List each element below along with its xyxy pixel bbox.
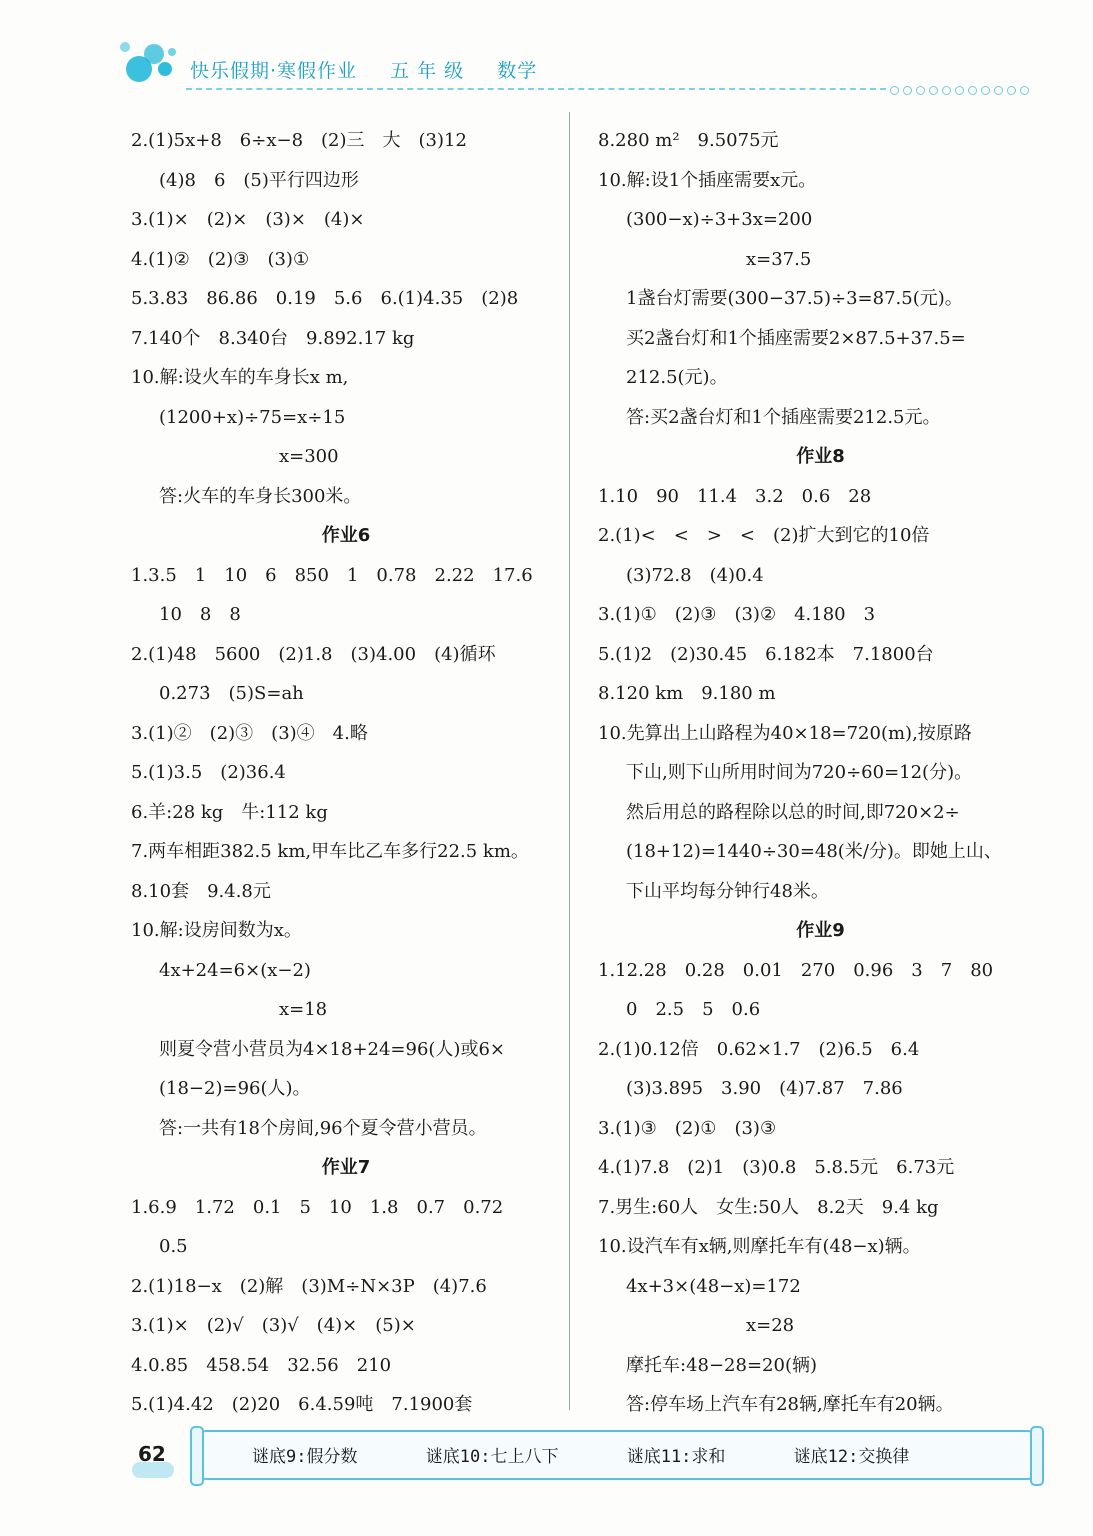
answer-line: 10 8 8	[159, 604, 241, 625]
answer-line: 0 2.5 5 0.6	[626, 999, 761, 1020]
right-answer-column	[598, 121, 1043, 1425]
answer-line: 5.(1)3.5 (2)36.4	[131, 762, 286, 783]
answer-line: 7.140个 8.340台 9.892.17 kg	[131, 327, 415, 349]
answer-line: x=37.5	[746, 248, 812, 270]
riddle-answer: 谜底12:交换律	[793, 1447, 910, 1467]
answer-line: 则夏令营小营员为4×18+24=96(人)或6×	[159, 1038, 505, 1060]
answer-line: (300−x)÷3+3x=200	[626, 209, 813, 230]
answer-line: 4x+3×(48−x)=172	[626, 1275, 801, 1297]
section-heading: 作业7	[321, 1157, 371, 1178]
answer-line: 10.解:设1个插座需要x元。	[598, 169, 817, 191]
answer-line: 答:火车的车身长300米。	[159, 485, 362, 507]
answer-line: x=300	[279, 446, 339, 467]
answer-line: 3.(1)② (2)③ (3)④ 4.略	[131, 722, 368, 744]
answer-line: (3)72.8 (4)0.4	[626, 564, 764, 586]
answer-line: (3)3.895 3.90 (4)7.87 7.86	[626, 1078, 903, 1099]
answer-line: 10.设汽车有x辆,则摩托车有(48−x)辆。	[598, 1236, 921, 1257]
answer-line: 4.(1)② (2)③ (3)①	[131, 248, 310, 270]
answer-line: 1.3.5 1 10 6 850 1 0.78 2.22 17.6	[131, 564, 533, 586]
answer-line: 然后用总的路程除以总的时间,即720×2÷	[626, 801, 960, 823]
riddle-answer: 谜底10:七上八下	[425, 1447, 559, 1467]
section-heading: 作业6	[321, 525, 371, 546]
answer-line: 1.6.9 1.72 0.1 5 10 1.8 0.7 0.72	[131, 1196, 504, 1218]
answer-line: 下山平均每分钟行48米。	[626, 880, 829, 902]
section-heading: 作业8	[796, 446, 845, 467]
answer-line: 0.2̇73̇ (5)S=ah	[159, 683, 304, 704]
book-title: 快乐假期·寒假作业	[190, 60, 358, 82]
answer-line: 摩托车:48−28=20(辆)	[626, 1354, 817, 1376]
answer-line: 买2盏台灯和1个插座需要2×87.5+37.5=	[626, 327, 966, 349]
page-footer	[0, 1418, 1093, 1536]
header-dots-decoration	[890, 80, 1033, 99]
answer-line: 2.(1)48 5600 (2)1.8 (3)4.00 (4)循环	[131, 643, 496, 665]
answer-line: 3.(1)③ (2)① (3)③	[598, 1117, 777, 1139]
riddle-answer: 谜底11:求和	[626, 1447, 726, 1467]
answer-line: 3.(1)× (2)√ (3)√ (4)× (5)×	[131, 1315, 416, 1336]
answer-line: 5.(1)2 (2)30.45 6.182本 7.1800台	[598, 643, 934, 665]
answer-line: 4.(1)7.8 (2)1 (3)0.8 5.8.5元 6.73元	[598, 1157, 955, 1178]
answer-line: 8.120 km 9.180 m	[598, 683, 776, 704]
column-divider	[569, 112, 570, 1410]
answer-line: x=28	[746, 1315, 795, 1336]
page-number: 62	[138, 1442, 166, 1466]
answer-line: 10.解:设房间数为x。	[131, 920, 302, 941]
answer-line: (18+12)=1440÷30=48(米/分)。即她上山、	[626, 841, 1002, 862]
answer-line: 1盏台灯需要(300−37.5)÷3=87.5(元)。	[626, 288, 963, 309]
answer-line: 1.10 90 11.4 3.2 0.6 28	[598, 485, 872, 507]
answer-line: 10.解:设火车的车身长x m,	[131, 367, 349, 388]
answer-line: 3.(1)① (2)③ (3)② 4.180 3	[598, 604, 876, 625]
answer-line: 2.(1)< < > < (2)扩大到它的10倍	[598, 525, 930, 546]
answer-line: x=18	[279, 999, 328, 1020]
answer-line: 5.(1)4.42 (2)20 6.4.59吨 7.1900套	[131, 1394, 473, 1415]
grade-label: 五 年 级	[390, 60, 465, 82]
page-header	[0, 0, 1093, 100]
left-answer-column	[131, 121, 561, 1425]
answer-line: 2.(1)18−x (2)解 (3)M÷N×3P (4)7.6	[131, 1275, 487, 1297]
answer-line: 5.3.83 86.86 0.19 5.6 6.(1)4.35 (2)8	[131, 288, 519, 309]
answer-line: 4.0.85 458.54 32.56 210	[131, 1354, 392, 1376]
answer-line: 212.5(元)。	[626, 367, 728, 388]
answer-line: 2.(1)0.12倍 0.62×1.7 (2)6.5 6.4	[598, 1038, 920, 1060]
answer-line: 8.10套 9.4.8元	[131, 880, 271, 902]
answer-line: 1.12.28 0.28 0.01 270 0.96 3 7 80	[598, 959, 994, 981]
answer-line: (4)8 6 (5)平行四边形	[159, 169, 359, 191]
section-heading: 作业9	[796, 920, 845, 941]
riddle-scroll	[200, 1430, 1034, 1480]
answer-line: 下山,则下山所用时间为720÷60=12(分)。	[626, 762, 973, 783]
riddle-answers	[252, 1442, 967, 1467]
answer-line: 3.(1)× (2)× (3)× (4)×	[131, 209, 365, 230]
answer-line: 答:一共有18个房间,96个夏令营小营员。	[159, 1117, 487, 1139]
riddle-answer: 谜底9:假分数	[252, 1447, 358, 1467]
answer-line: 2.(1)5x+8 6÷x−8 (2)三 大 (3)12	[131, 130, 467, 151]
bubbles-logo-icon	[118, 38, 188, 88]
header-title-bar	[190, 56, 563, 83]
answer-line: 7.两车相距382.5 km,甲车比乙车多行22.5 km。	[131, 841, 529, 862]
answer-line: 答:买2盏台灯和1个插座需要212.5元。	[626, 406, 941, 428]
subject-label: 数学	[497, 60, 538, 82]
answer-line: 7.男生:60人 女生:50人 8.2天 9.4 kg	[598, 1196, 939, 1218]
answer-line: 10.先算出上山路程为40×18=720(m),按原路	[598, 722, 972, 744]
answer-line: 4x+24=6×(x−2)	[159, 959, 311, 981]
answer-line: 6.羊:28 kg 牛:112 kg	[131, 801, 328, 823]
answer-line: 8.280 m² 9.5075元	[598, 130, 779, 151]
answer-line: (18−2)=96(人)。	[159, 1078, 311, 1099]
header-divider	[186, 88, 886, 90]
answer-line: 0.5	[159, 1236, 188, 1257]
answer-line: (1200+x)÷75=x÷15	[159, 406, 346, 428]
answer-line: 答:停车场上汽车有28辆,摩托车有20辆。	[626, 1394, 954, 1415]
